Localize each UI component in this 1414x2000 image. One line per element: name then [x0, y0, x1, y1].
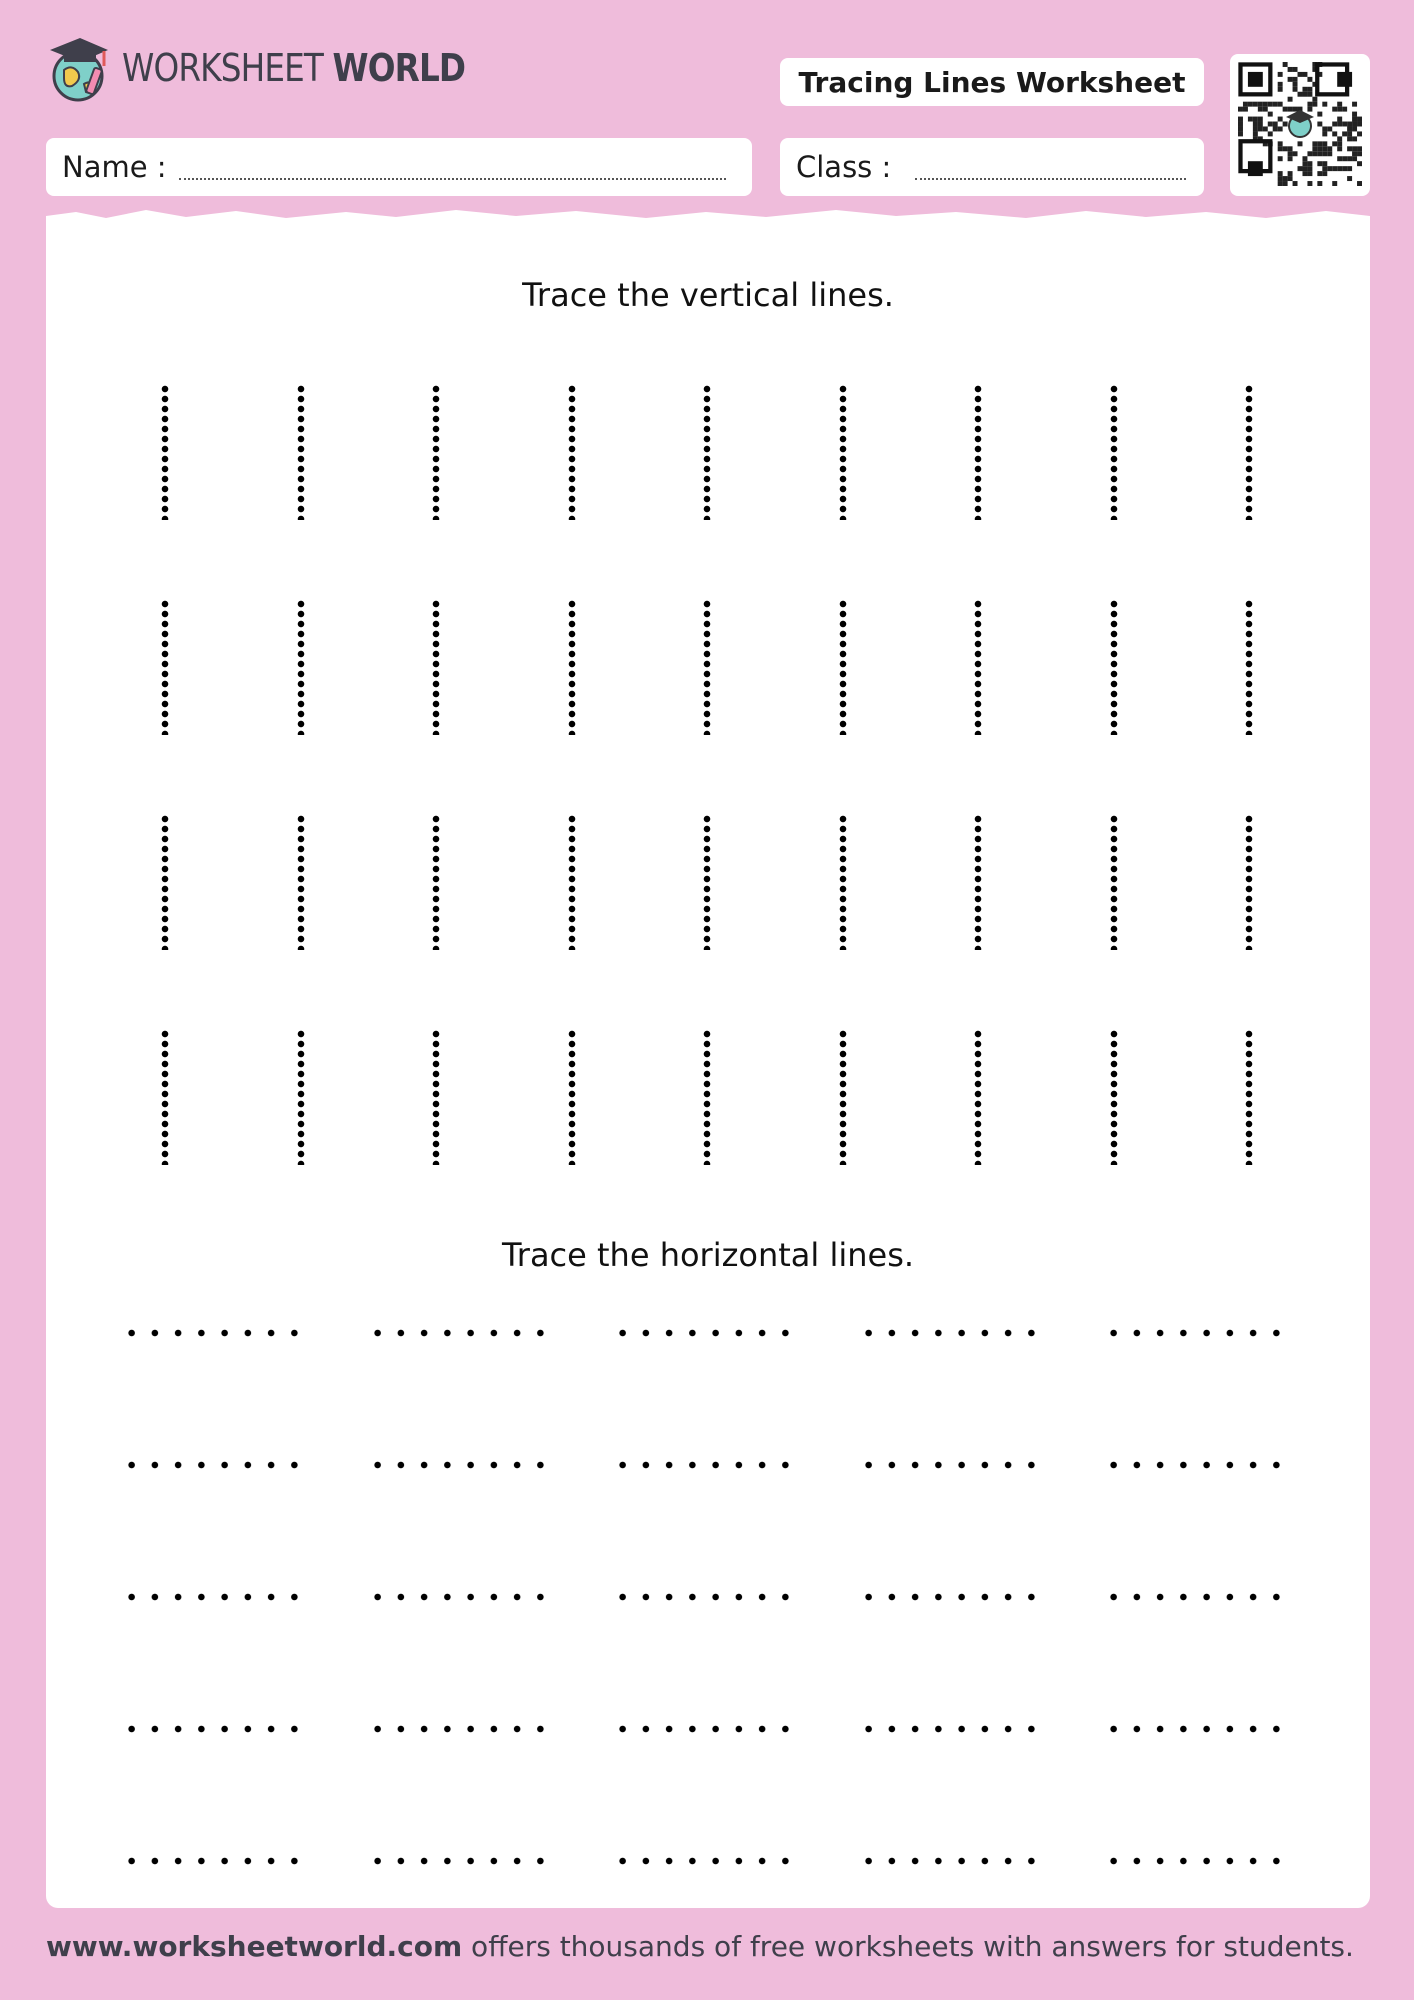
horizontal-trace-line[interactable]: [611, 1725, 797, 1733]
vertical-trace-line[interactable]: [297, 814, 305, 950]
horizontal-trace-line[interactable]: [120, 1593, 306, 1601]
vertical-trace-line[interactable]: [568, 1029, 576, 1165]
name-label: Name :: [62, 150, 167, 184]
vertical-trace-line[interactable]: [161, 384, 169, 520]
vertical-trace-line[interactable]: [974, 599, 982, 735]
vertical-trace-line[interactable]: [1245, 384, 1253, 520]
vertical-trace-line[interactable]: [432, 1029, 440, 1165]
vertical-trace-line[interactable]: [1110, 599, 1118, 735]
name-field[interactable]: [46, 138, 752, 196]
horizontal-trace-line[interactable]: [857, 1329, 1043, 1337]
horizontal-instruction: Trace the horizontal lines.: [501, 1236, 915, 1274]
vertical-trace-line[interactable]: [839, 384, 847, 520]
vertical-trace-line[interactable]: [703, 814, 711, 950]
horizontal-trace-line[interactable]: [1102, 1329, 1288, 1337]
vertical-trace-line[interactable]: [161, 814, 169, 950]
class-writing-line[interactable]: [915, 154, 1186, 180]
horizontal-trace-line[interactable]: [366, 1857, 552, 1865]
vertical-trace-line[interactable]: [568, 599, 576, 735]
horizontal-trace-line[interactable]: [120, 1857, 306, 1865]
horizontal-trace-line[interactable]: [857, 1461, 1043, 1469]
horizontal-trace-line[interactable]: [366, 1725, 552, 1733]
vertical-trace-line[interactable]: [839, 599, 847, 735]
class-label: Class :: [796, 150, 892, 184]
vertical-trace-line[interactable]: [568, 384, 576, 520]
vertical-trace-line[interactable]: [297, 384, 305, 520]
vertical-trace-line[interactable]: [1110, 384, 1118, 520]
vertical-trace-line[interactable]: [839, 1029, 847, 1165]
brand-logo: [46, 32, 521, 104]
horizontal-trace-line[interactable]: [857, 1725, 1043, 1733]
footer: [46, 1930, 1376, 1963]
vertical-trace-line[interactable]: [1110, 814, 1118, 950]
horizontal-trace-line[interactable]: [1102, 1593, 1288, 1601]
vertical-instruction: Trace the vertical lines.: [522, 276, 894, 314]
vertical-trace-line[interactable]: [703, 384, 711, 520]
vertical-trace-line[interactable]: [161, 599, 169, 735]
brand-name: [122, 46, 465, 90]
vertical-trace-line[interactable]: [432, 384, 440, 520]
vertical-trace-line[interactable]: [297, 599, 305, 735]
vertical-trace-line[interactable]: [974, 384, 982, 520]
vertical-trace-line[interactable]: [432, 814, 440, 950]
horizontal-trace-line[interactable]: [611, 1461, 797, 1469]
horizontal-trace-line[interactable]: [857, 1857, 1043, 1865]
vertical-trace-line[interactable]: [974, 1029, 982, 1165]
name-writing-line[interactable]: [179, 154, 726, 180]
horizontal-trace-line[interactable]: [120, 1329, 306, 1337]
footer-url[interactable]: www.worksheetworld.com: [46, 1930, 463, 1963]
horizontal-trace-line[interactable]: [120, 1461, 306, 1469]
horizontal-trace-line[interactable]: [366, 1593, 552, 1601]
qr-code-icon: [1238, 62, 1362, 188]
vertical-trace-line[interactable]: [432, 599, 440, 735]
vertical-trace-line[interactable]: [703, 599, 711, 735]
vertical-trace-line[interactable]: [1110, 1029, 1118, 1165]
qr-code: [1230, 54, 1370, 196]
vertical-trace-line[interactable]: [297, 1029, 305, 1165]
graduate-globe-icon: [46, 32, 112, 104]
horizontal-trace-line[interactable]: [366, 1461, 552, 1469]
horizontal-trace-line[interactable]: [611, 1857, 797, 1865]
brand-name-light: WORKSHEET: [122, 46, 324, 90]
brand-name-bold: WORLD: [332, 46, 466, 90]
horizontal-trace-line[interactable]: [857, 1593, 1043, 1601]
footer-text: offers thousands of free worksheets with answers for students.: [462, 1930, 1354, 1963]
horizontal-trace-line[interactable]: [120, 1725, 306, 1733]
class-field[interactable]: [780, 138, 1204, 196]
vertical-trace-line[interactable]: [839, 814, 847, 950]
vertical-trace-line[interactable]: [1245, 599, 1253, 735]
horizontal-trace-line[interactable]: [611, 1329, 797, 1337]
horizontal-trace-line[interactable]: [366, 1329, 552, 1337]
horizontal-trace-line[interactable]: [611, 1593, 797, 1601]
vertical-trace-line[interactable]: [974, 814, 982, 950]
horizontal-trace-line[interactable]: [1102, 1461, 1288, 1469]
vertical-trace-line[interactable]: [568, 814, 576, 950]
vertical-trace-line[interactable]: [703, 1029, 711, 1165]
worksheet-title: Tracing Lines Worksheet: [780, 58, 1204, 106]
vertical-trace-line[interactable]: [1245, 1029, 1253, 1165]
vertical-trace-line[interactable]: [1245, 814, 1253, 950]
horizontal-trace-line[interactable]: [1102, 1857, 1288, 1865]
horizontal-trace-line[interactable]: [1102, 1725, 1288, 1733]
vertical-trace-line[interactable]: [161, 1029, 169, 1165]
